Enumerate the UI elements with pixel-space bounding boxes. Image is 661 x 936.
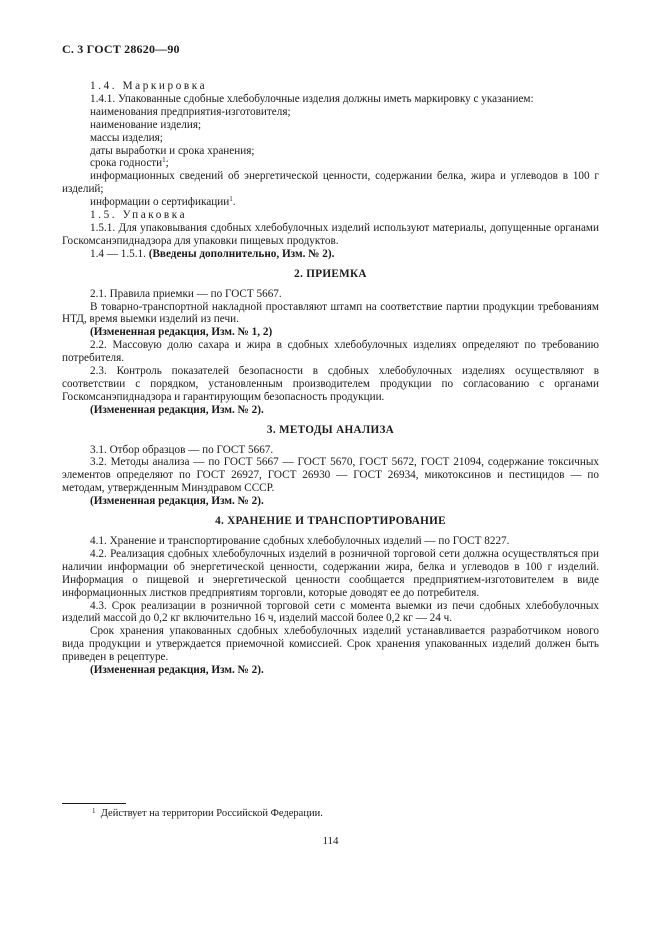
marking-item: массы изделия; bbox=[90, 131, 163, 144]
footnote-marker: 1 bbox=[162, 156, 166, 165]
footnote-text: Действует на территории Российской Федерации. bbox=[100, 808, 323, 819]
paragraph-4-3: 4.3. Срок реализации в розничной торговой сети с момента выемки из печи сдобных хлебобулочных изделий массой до 0,2 кг включительно 16 ч, изделий массой более 0,2 кг — 24 ч. bbox=[62, 599, 599, 625]
section-1-4-title: 1.4. Маркировка bbox=[90, 80, 208, 92]
marking-item: наименование изделия; bbox=[90, 118, 202, 131]
marking-item-shelf-life: срока годности$^1$; bbox=[90, 156, 169, 170]
paragraph-2-2: 2.2. Массовую долю сахара и жира в сдобных хлебобулочных изделиях определяют по требованию потребителя. bbox=[62, 339, 599, 365]
amendment-note: (Измененная редакция, Изм. № 2). bbox=[90, 664, 264, 677]
section-2-heading: 2. ПРИЕМКА bbox=[294, 267, 367, 280]
marking-item: наименования предприятия-изготовителя; bbox=[90, 105, 291, 118]
paragraph-4-1: 4.1. Хранение и транспортирование сдобных хлебобулочных изделий — по ГОСТ 8227. bbox=[90, 535, 510, 547]
document-body bbox=[62, 80, 599, 677]
paragraph-2-3: 2.3. Контроль показателей безопасности в сдобных хлебобулочных изделиях осуществляют в соответствии с порядком, установленным производителем продукции по согласованию с органами Госкомсанэпиднадзора и гарантирующим безопасность продукции. bbox=[62, 365, 599, 403]
footnote bbox=[92, 808, 323, 819]
marking-item-energy: информационных сведений об энергетической ценности, содержании белка, жира и углеводов в 100 г изделий; bbox=[62, 170, 599, 196]
amendment-note: (Измененная редакция, Изм. № 2). bbox=[90, 495, 264, 508]
paragraph-2-1-b: В товарно-транспортной накладной проставляют штамп на соответствие партии продукции требованиям НТД, время выемки изделий из печи. bbox=[62, 300, 599, 326]
paragraph-3-1: 3.1. Отбор образцов — по ГОСТ 5667. bbox=[90, 443, 274, 456]
section-4-heading: 4. ХРАНЕНИЕ И ТРАНСПОРТИРОВАНИЕ bbox=[215, 515, 446, 528]
amendment-note: (Измененная редакция, Изм. № 2). bbox=[90, 403, 264, 416]
paragraph-1-4-1: 1.4.1. Упакованные сдобные хлебобулочные изделия должны иметь маркировку с указанием: bbox=[90, 92, 534, 105]
paragraph-4-3-b: Срок хранения упакованных сдобных хлебобулочных изделий устанавливается разработчиком нового вида продукции и утверждается приемочной комиссией. Срок хранения упакованных изделий должен быть приведен в рецептуре. bbox=[62, 625, 599, 664]
paragraph-1-5-1: 1.5.1. Для упаковывания сдобных хлебобулочных изделий используют материалы, допущенные органами Госкомсанэпиднадзора для упаковки пищевых продуктов. bbox=[62, 221, 599, 247]
section-3-heading: 3. МЕТОДЫ АНАЛИЗА bbox=[266, 423, 395, 436]
footnote-marker: 1 bbox=[229, 195, 233, 204]
marking-item: даты выработки и срока хранения; bbox=[90, 144, 255, 157]
amendment-note: (Измененная редакция, Изм. № 1, 2) bbox=[90, 326, 273, 339]
footnote-separator bbox=[62, 803, 126, 804]
paragraph-3-2: 3.2. Методы анализа — по ГОСТ 5667 — ГОСТ 5670, ГОСТ 5672, ГОСТ 21094, содержание токсичных элементов определяют по ГОСТ 26927, ГОСТ 26930 — ГОСТ 26934, микотоксинов и пестицидов — по методам, утвержденным Минздравом СССР. bbox=[62, 456, 599, 495]
amendment-note: 1.4 — 1.5.1. (Введены дополнительно, Изм. № 2). bbox=[90, 247, 335, 260]
section-1-5-title: 1.5. Упаковка bbox=[90, 209, 188, 222]
marking-item-certification: информации о сертификации$^1$. bbox=[90, 195, 236, 209]
footnote-marker: 1 bbox=[92, 807, 96, 815]
paragraph-2-1: 2.1. Правила приемки — по ГОСТ 5667. bbox=[90, 287, 282, 300]
page-header: С. 3 ГОСТ 28620—90 bbox=[62, 42, 180, 56]
paragraph-4-2: 4.2. Реализация сдобных хлебобулочных изделий в розничной торговой сети должна осуществляться при наличии информации об энергетической ценности, содержании жира, белка и углеводов в 100 г изделий. Информация о пищевой и энергетической ценности сообщается предприятием-изготовителем в виде информационных листков предприятиям торговли, которые доводят ее до потребителя. bbox=[62, 547, 599, 599]
page-number: 114 bbox=[322, 835, 339, 847]
